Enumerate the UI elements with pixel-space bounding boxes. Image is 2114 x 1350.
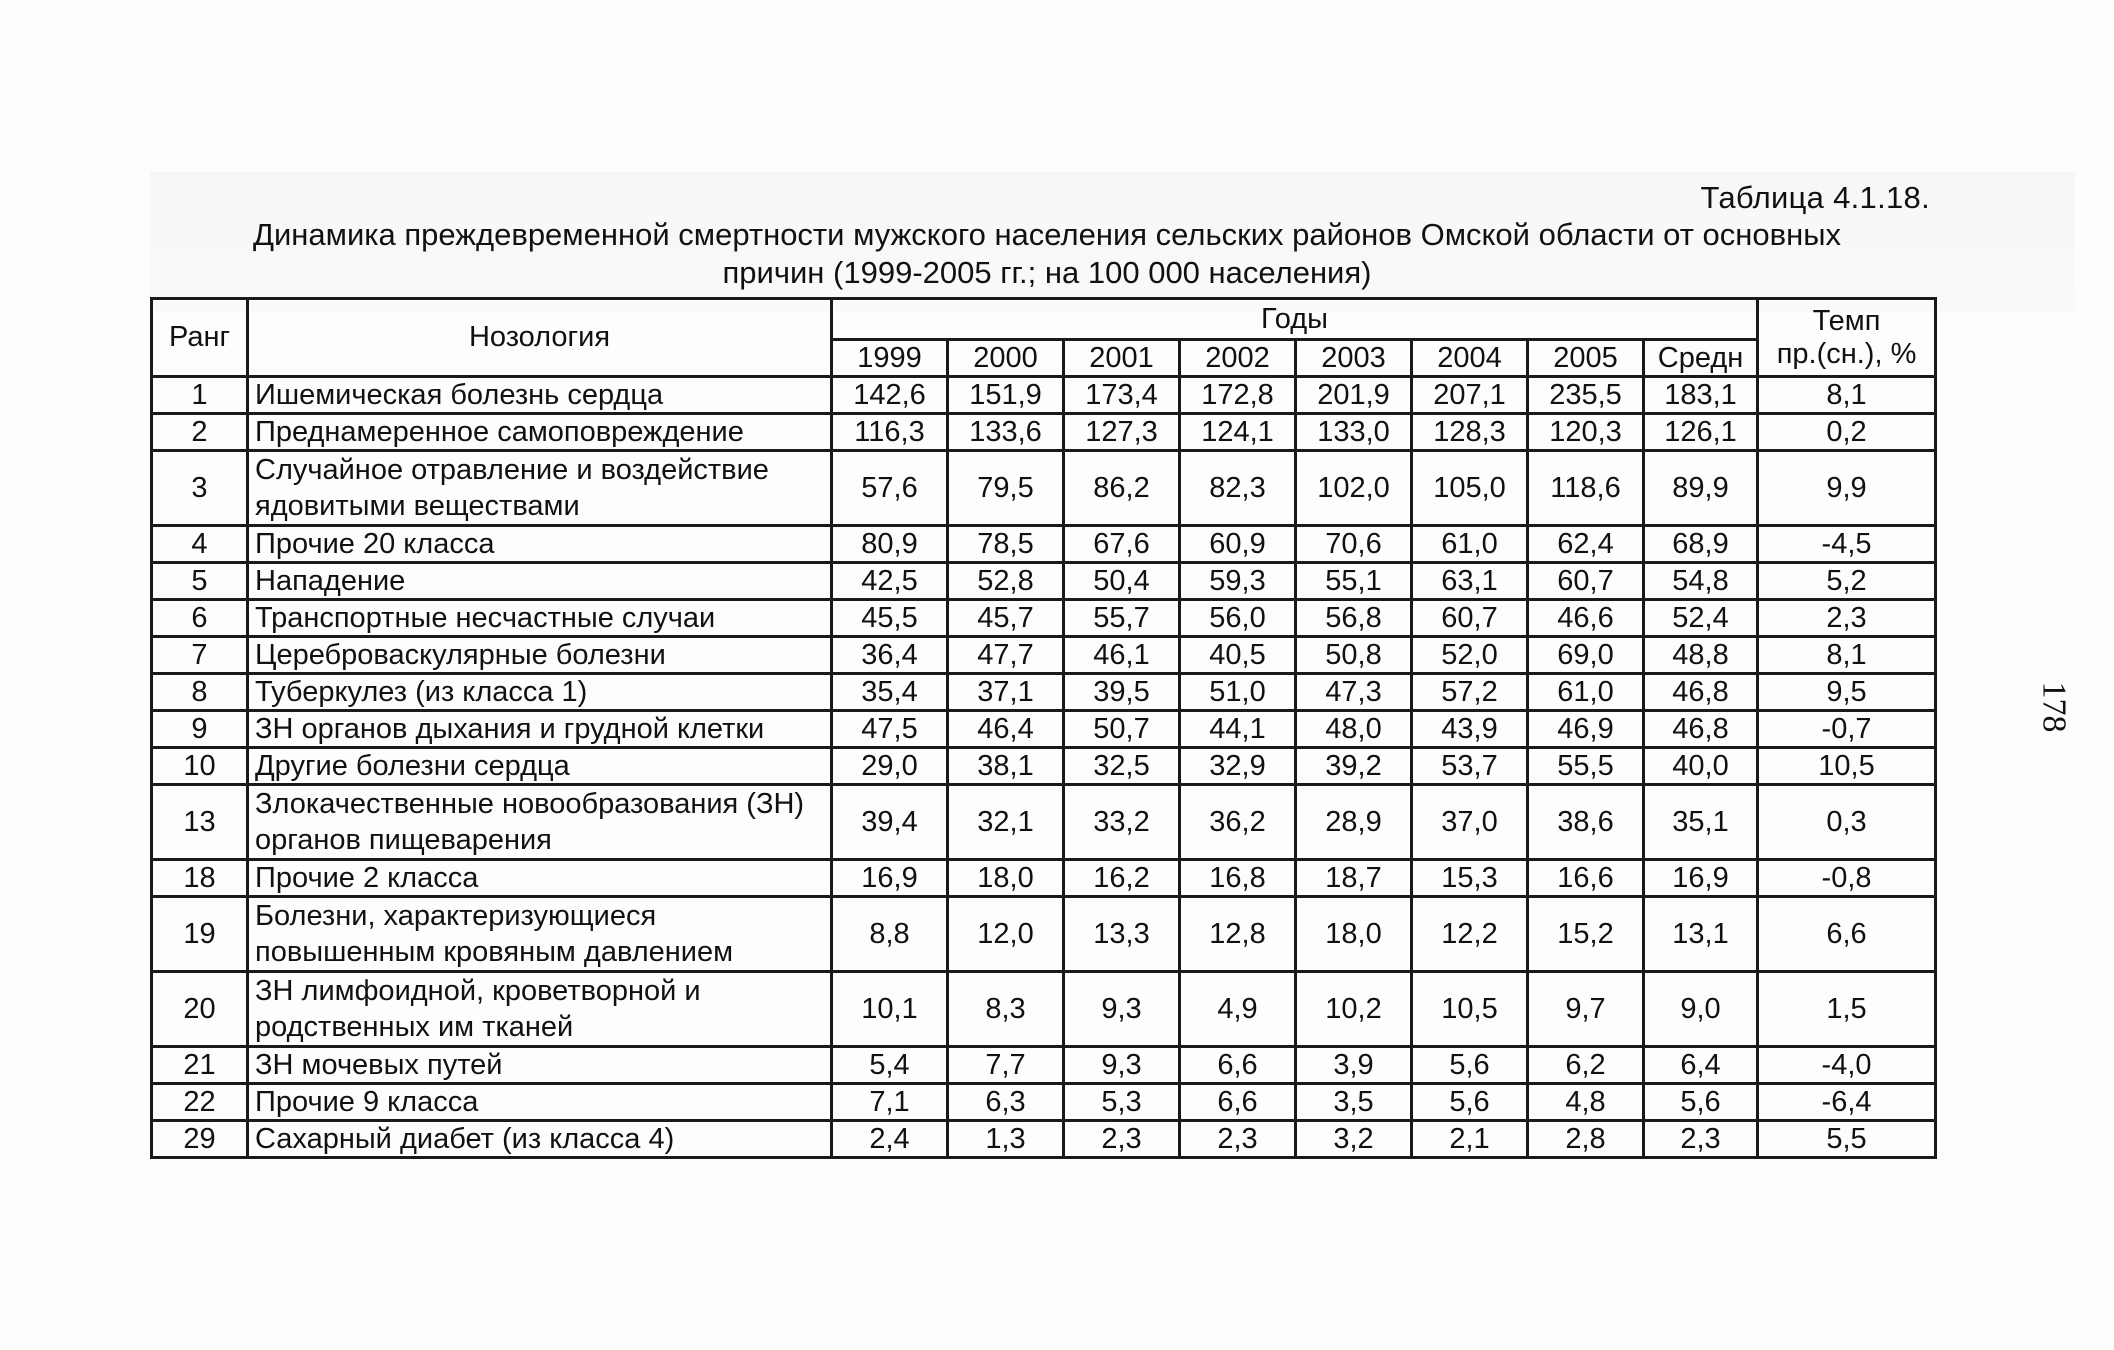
- value-cell: 52,0: [1412, 637, 1528, 674]
- value-cell: 10,2: [1296, 972, 1412, 1047]
- value-cell: 55,1: [1296, 563, 1412, 600]
- value-cell: 6,3: [948, 1084, 1064, 1121]
- table-row: [152, 1047, 1936, 1084]
- value-cell: 39,4: [832, 785, 948, 860]
- rank-cell: 5: [152, 563, 248, 600]
- table-row: [152, 451, 1936, 526]
- table-body: [152, 377, 1936, 1158]
- value-cell: 2,3: [1180, 1121, 1296, 1158]
- value-cell: 60,7: [1412, 600, 1528, 637]
- value-cell: 1,3: [948, 1121, 1064, 1158]
- table-row: [152, 1121, 1936, 1158]
- average-cell: 68,9: [1644, 526, 1758, 563]
- value-cell: 235,5: [1528, 377, 1644, 414]
- rate-cell: 10,5: [1758, 748, 1936, 785]
- value-cell: 37,1: [948, 674, 1064, 711]
- page-number: 178: [2035, 681, 2073, 733]
- value-cell: 60,9: [1180, 526, 1296, 563]
- value-cell: 59,3: [1180, 563, 1296, 600]
- rank-cell: 21: [152, 1047, 248, 1084]
- value-cell: 2,8: [1528, 1121, 1644, 1158]
- nosology-cell: Цереброваскулярные болезни: [248, 637, 832, 674]
- header-year-2000: 2000: [948, 340, 1064, 377]
- value-cell: 15,3: [1412, 860, 1528, 897]
- value-cell: 8,3: [948, 972, 1064, 1047]
- nosology-cell: Ишемическая болезнь сердца: [248, 377, 832, 414]
- table-row: [152, 785, 1936, 860]
- mortality-table: [150, 297, 1937, 1159]
- value-cell: 16,8: [1180, 860, 1296, 897]
- rate-cell: -0,8: [1758, 860, 1936, 897]
- nosology-cell: Туберкулез (из класса 1): [248, 674, 832, 711]
- value-cell: 36,2: [1180, 785, 1296, 860]
- rate-cell: 8,1: [1758, 637, 1936, 674]
- nosology-cell: Прочие 20 класса: [248, 526, 832, 563]
- rank-cell: 29: [152, 1121, 248, 1158]
- value-cell: 62,4: [1528, 526, 1644, 563]
- value-cell: 46,6: [1528, 600, 1644, 637]
- value-cell: 120,3: [1528, 414, 1644, 451]
- caption-line-1: Динамика преждевременной смертности мужского населения сельских районов Омской области от основных: [252, 217, 1842, 252]
- value-cell: 3,9: [1296, 1047, 1412, 1084]
- average-cell: 126,1: [1644, 414, 1758, 451]
- average-cell: 48,8: [1644, 637, 1758, 674]
- value-cell: 102,0: [1296, 451, 1412, 526]
- header-average: Средн: [1644, 340, 1758, 377]
- rate-cell: 9,5: [1758, 674, 1936, 711]
- value-cell: 12,8: [1180, 897, 1296, 972]
- table-row: [152, 600, 1936, 637]
- value-cell: 46,4: [948, 711, 1064, 748]
- value-cell: 55,5: [1528, 748, 1644, 785]
- value-cell: 80,9: [832, 526, 948, 563]
- value-cell: 3,5: [1296, 1084, 1412, 1121]
- value-cell: 18,7: [1296, 860, 1412, 897]
- header-year-2002: 2002: [1180, 340, 1296, 377]
- value-cell: 28,9: [1296, 785, 1412, 860]
- nosology-cell: Болезни, характеризующиеся повышенным кровяным давлением: [248, 897, 832, 972]
- value-cell: 35,4: [832, 674, 948, 711]
- value-cell: 39,2: [1296, 748, 1412, 785]
- nosology-cell: ЗН лимфоидной, кроветворной и родственных им тканей: [248, 972, 832, 1047]
- rank-cell: 8: [152, 674, 248, 711]
- value-cell: 2,1: [1412, 1121, 1528, 1158]
- rank-cell: 9: [152, 711, 248, 748]
- value-cell: 33,2: [1064, 785, 1180, 860]
- value-cell: 2,4: [832, 1121, 948, 1158]
- value-cell: 9,3: [1064, 1047, 1180, 1084]
- rate-cell: 5,2: [1758, 563, 1936, 600]
- value-cell: 42,5: [832, 563, 948, 600]
- table-row: [152, 377, 1936, 414]
- value-cell: 39,5: [1064, 674, 1180, 711]
- average-cell: 52,4: [1644, 600, 1758, 637]
- nosology-cell: Прочие 2 класса: [248, 860, 832, 897]
- average-cell: 40,0: [1644, 748, 1758, 785]
- value-cell: 38,1: [948, 748, 1064, 785]
- average-cell: 13,1: [1644, 897, 1758, 972]
- average-cell: 9,0: [1644, 972, 1758, 1047]
- table-caption: [140, 216, 1954, 292]
- value-cell: 46,9: [1528, 711, 1644, 748]
- table-number: Таблица 4.1.18.: [1700, 180, 1930, 215]
- value-cell: 5,4: [832, 1047, 948, 1084]
- value-cell: 142,6: [832, 377, 948, 414]
- value-cell: 133,0: [1296, 414, 1412, 451]
- value-cell: 55,7: [1064, 600, 1180, 637]
- header-year-2005: 2005: [1528, 340, 1644, 377]
- average-cell: 54,8: [1644, 563, 1758, 600]
- rank-cell: 6: [152, 600, 248, 637]
- value-cell: 128,3: [1412, 414, 1528, 451]
- table-row: [152, 1084, 1936, 1121]
- value-cell: 12,2: [1412, 897, 1528, 972]
- value-cell: 2,3: [1064, 1121, 1180, 1158]
- table-row: [152, 526, 1936, 563]
- value-cell: 9,3: [1064, 972, 1180, 1047]
- value-cell: 45,5: [832, 600, 948, 637]
- caption-line-2: причин (1999-2005 гг.; на 100 000 населения): [722, 255, 1372, 290]
- value-cell: 173,4: [1064, 377, 1180, 414]
- value-cell: 67,6: [1064, 526, 1180, 563]
- value-cell: 86,2: [1064, 451, 1180, 526]
- value-cell: 57,2: [1412, 674, 1528, 711]
- value-cell: 10,5: [1412, 972, 1528, 1047]
- average-cell: 2,3: [1644, 1121, 1758, 1158]
- value-cell: 6,6: [1180, 1047, 1296, 1084]
- header-year-2001: 2001: [1064, 340, 1180, 377]
- nosology-cell: Злокачественные новообразования (ЗН) органов пищеварения: [248, 785, 832, 860]
- value-cell: 12,0: [948, 897, 1064, 972]
- nosology-cell: Случайное отравление и воздействие ядовитыми веществами: [248, 451, 832, 526]
- table-row: [152, 414, 1936, 451]
- value-cell: 36,4: [832, 637, 948, 674]
- nosology-cell: Нападение: [248, 563, 832, 600]
- value-cell: 48,0: [1296, 711, 1412, 748]
- nosology-cell: ЗН мочевых путей: [248, 1047, 832, 1084]
- value-cell: 82,3: [1180, 451, 1296, 526]
- value-cell: 47,3: [1296, 674, 1412, 711]
- value-cell: 172,8: [1180, 377, 1296, 414]
- value-cell: 79,5: [948, 451, 1064, 526]
- header-rate-line-2: пр.(сн.), %: [1776, 337, 1917, 370]
- value-cell: 52,8: [948, 563, 1064, 600]
- value-cell: 207,1: [1412, 377, 1528, 414]
- value-cell: 50,4: [1064, 563, 1180, 600]
- value-cell: 46,1: [1064, 637, 1180, 674]
- rate-cell: -6,4: [1758, 1084, 1936, 1121]
- average-cell: 5,6: [1644, 1084, 1758, 1121]
- rank-cell: 4: [152, 526, 248, 563]
- value-cell: 40,5: [1180, 637, 1296, 674]
- rate-cell: 0,3: [1758, 785, 1936, 860]
- value-cell: 32,9: [1180, 748, 1296, 785]
- value-cell: 9,7: [1528, 972, 1644, 1047]
- value-cell: 47,7: [948, 637, 1064, 674]
- value-cell: 45,7: [948, 600, 1064, 637]
- table-row: [152, 748, 1936, 785]
- value-cell: 37,0: [1412, 785, 1528, 860]
- rank-cell: 18: [152, 860, 248, 897]
- nosology-cell: Прочие 9 класса: [248, 1084, 832, 1121]
- value-cell: 61,0: [1528, 674, 1644, 711]
- rate-cell: 6,6: [1758, 897, 1936, 972]
- value-cell: 60,7: [1528, 563, 1644, 600]
- value-cell: 78,5: [948, 526, 1064, 563]
- value-cell: 50,7: [1064, 711, 1180, 748]
- rate-cell: 2,3: [1758, 600, 1936, 637]
- rate-cell: -4,0: [1758, 1047, 1936, 1084]
- value-cell: 7,7: [948, 1047, 1064, 1084]
- table-row: [152, 674, 1936, 711]
- header-year-2004: 2004: [1412, 340, 1528, 377]
- value-cell: 50,8: [1296, 637, 1412, 674]
- value-cell: 4,8: [1528, 1084, 1644, 1121]
- rank-cell: 3: [152, 451, 248, 526]
- table-row: [152, 897, 1936, 972]
- rank-cell: 19: [152, 897, 248, 972]
- average-cell: 6,4: [1644, 1047, 1758, 1084]
- value-cell: 15,2: [1528, 897, 1644, 972]
- value-cell: 7,1: [832, 1084, 948, 1121]
- value-cell: 5,6: [1412, 1047, 1528, 1084]
- average-cell: 35,1: [1644, 785, 1758, 860]
- value-cell: 13,3: [1064, 897, 1180, 972]
- value-cell: 118,6: [1528, 451, 1644, 526]
- value-cell: 3,2: [1296, 1121, 1412, 1158]
- header-row-1: [152, 299, 1936, 340]
- value-cell: 16,9: [832, 860, 948, 897]
- value-cell: 51,0: [1180, 674, 1296, 711]
- average-cell: 16,9: [1644, 860, 1758, 897]
- rank-cell: 13: [152, 785, 248, 860]
- nosology-cell: Транспортные несчастные случаи: [248, 600, 832, 637]
- value-cell: 127,3: [1064, 414, 1180, 451]
- value-cell: 32,5: [1064, 748, 1180, 785]
- header-years: Годы: [832, 299, 1758, 340]
- value-cell: 116,3: [832, 414, 948, 451]
- value-cell: 124,1: [1180, 414, 1296, 451]
- value-cell: 6,2: [1528, 1047, 1644, 1084]
- value-cell: 69,0: [1528, 637, 1644, 674]
- header-rate: [1758, 299, 1936, 377]
- value-cell: 29,0: [832, 748, 948, 785]
- rate-cell: 8,1: [1758, 377, 1936, 414]
- nosology-cell: Сахарный диабет (из класса 4): [248, 1121, 832, 1158]
- table-row: [152, 637, 1936, 674]
- rank-cell: 7: [152, 637, 248, 674]
- rank-cell: 2: [152, 414, 248, 451]
- average-cell: 46,8: [1644, 711, 1758, 748]
- table-row: [152, 972, 1936, 1047]
- nosology-cell: Другие болезни сердца: [248, 748, 832, 785]
- value-cell: 133,6: [948, 414, 1064, 451]
- value-cell: 8,8: [832, 897, 948, 972]
- rank-cell: 22: [152, 1084, 248, 1121]
- value-cell: 44,1: [1180, 711, 1296, 748]
- rate-cell: 0,2: [1758, 414, 1936, 451]
- value-cell: 43,9: [1412, 711, 1528, 748]
- value-cell: 105,0: [1412, 451, 1528, 526]
- nosology-cell: Преднамеренное самоповреждение: [248, 414, 832, 451]
- table-row: [152, 563, 1936, 600]
- rank-cell: 1: [152, 377, 248, 414]
- average-cell: 46,8: [1644, 674, 1758, 711]
- header-year-1999: 1999: [832, 340, 948, 377]
- nosology-cell: ЗН органов дыхания и грудной клетки: [248, 711, 832, 748]
- rate-cell: -4,5: [1758, 526, 1936, 563]
- rank-cell: 10: [152, 748, 248, 785]
- value-cell: 201,9: [1296, 377, 1412, 414]
- value-cell: 47,5: [832, 711, 948, 748]
- value-cell: 10,1: [832, 972, 948, 1047]
- table-row: [152, 860, 1936, 897]
- value-cell: 4,9: [1180, 972, 1296, 1047]
- value-cell: 32,1: [948, 785, 1064, 860]
- header-year-2003: 2003: [1296, 340, 1412, 377]
- value-cell: 38,6: [1528, 785, 1644, 860]
- value-cell: 6,6: [1180, 1084, 1296, 1121]
- header-rate-line-1: Темп: [1812, 304, 1881, 337]
- rate-cell: 5,5: [1758, 1121, 1936, 1158]
- value-cell: 56,8: [1296, 600, 1412, 637]
- header-rank: Ранг: [152, 299, 248, 377]
- value-cell: 70,6: [1296, 526, 1412, 563]
- header-nosology: Нозология: [248, 299, 832, 377]
- rate-cell: 1,5: [1758, 972, 1936, 1047]
- value-cell: 5,6: [1412, 1084, 1528, 1121]
- table-row: [152, 711, 1936, 748]
- value-cell: 61,0: [1412, 526, 1528, 563]
- value-cell: 16,2: [1064, 860, 1180, 897]
- value-cell: 18,0: [1296, 897, 1412, 972]
- average-cell: 89,9: [1644, 451, 1758, 526]
- value-cell: 18,0: [948, 860, 1064, 897]
- value-cell: 151,9: [948, 377, 1064, 414]
- value-cell: 53,7: [1412, 748, 1528, 785]
- value-cell: 56,0: [1180, 600, 1296, 637]
- value-cell: 16,6: [1528, 860, 1644, 897]
- rate-cell: -0,7: [1758, 711, 1936, 748]
- average-cell: 183,1: [1644, 377, 1758, 414]
- value-cell: 5,3: [1064, 1084, 1180, 1121]
- value-cell: 57,6: [832, 451, 948, 526]
- rate-cell: 9,9: [1758, 451, 1936, 526]
- rank-cell: 20: [152, 972, 248, 1047]
- value-cell: 63,1: [1412, 563, 1528, 600]
